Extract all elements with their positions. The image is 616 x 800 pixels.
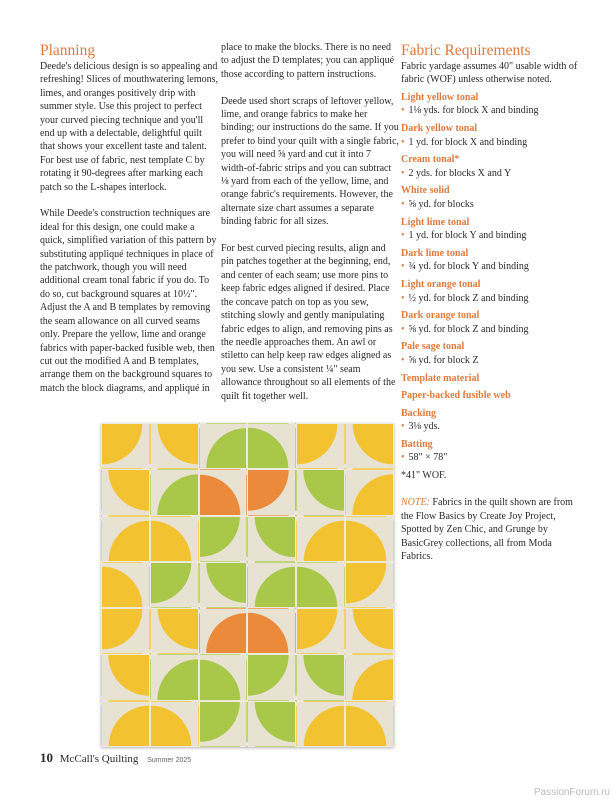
quilt-block (101, 562, 150, 608)
planning-paragraph: For best curved piecing results, align and pin patches together at the beginning, end, and center of each seam; use more pins to keep fabric edges aligned if desired. Place the concave patch on top as you sew, stitching slowly and gently manipulating fabric edges to align, and removing pins as the needle approaches them. An awl or stiletto can help keep raw edges aligned as you sew. Use a consistent ¼" seam allowance throughout so all elements of the quilt fit together well. (221, 243, 396, 402)
fabric-name: Backing (401, 407, 437, 419)
quilt-block (101, 608, 150, 654)
note-label: NOTE: (401, 497, 430, 509)
page-number: 10 (40, 750, 53, 765)
fabric-detail-text: ⅝ yd. for blocks (408, 198, 474, 210)
quilt-block (247, 608, 296, 654)
bullet-icon: • (401, 323, 405, 335)
fabric-name: Dark lime tonal (401, 247, 469, 259)
fabric-intro: Fabric yardage assumes 40" usable width of fabric (WOF) unless otherwise noted. (401, 61, 578, 86)
planning-paragraph: Deede's delicious design is so appealing and refreshing! Slices of mouthwatering lemons, limes, and oranges positively drip with summer style. Use this project to perfect your curved piecing technique and you'll end up with a delectable, delightful quilt that shows your excellent taste and talent. For best use of fabric, nest template C by rotating it 90-degrees after marking each patch so the L-shapes interlock. (40, 61, 219, 193)
fabric-note (401, 496, 583, 563)
quilt-block (247, 654, 296, 700)
fabric-requirements-heading: Fabric Requirements (401, 42, 531, 59)
fabric-detail (401, 198, 583, 212)
fabric-detail (401, 260, 583, 274)
fabric-detail (401, 354, 583, 368)
bullet-icon: • (401, 354, 405, 366)
quilt-block (345, 701, 394, 747)
quilt-block (101, 516, 150, 562)
fabric-name: Light orange tonal (401, 278, 481, 290)
bullet-icon: • (401, 167, 405, 179)
fabric-name: Pale sage tonal (401, 341, 465, 353)
quilt-block (101, 701, 150, 747)
quilt-block (247, 423, 296, 469)
fabric-detail-text: ½ yd. for block Z and binding (408, 292, 529, 304)
quilt-block (101, 469, 150, 515)
fabric-footnote: *41" WOF. (401, 470, 447, 482)
planning-heading: Planning (40, 42, 96, 59)
planning-section (40, 41, 399, 403)
fabric-detail-text: ⅝ yd. for block Z (408, 354, 479, 366)
quilt-block (101, 654, 150, 700)
bullet-icon: • (401, 292, 405, 304)
fabric-detail-text: 1 yd. for block X and binding (408, 136, 528, 148)
note-text: Fabrics in the quilt shown are from the Flow Basics by Create Joy Project, Spotted by Zen Chic, and Grunge by BasicGrey collections, all from Moda Fabrics. (401, 497, 573, 563)
bullet-icon: • (401, 198, 405, 210)
quilt-block (296, 562, 345, 608)
fabric-detail-text: 1 yd. for block Y and binding (408, 230, 527, 242)
quilt-block (345, 469, 394, 515)
fabric-detail-text: 1⅛ yds. for block X and binding (408, 105, 539, 117)
quilt-block (199, 516, 248, 562)
magazine-name: McCall's Quilting (59, 753, 139, 765)
quilt-block (345, 423, 394, 469)
fabric-detail (401, 136, 583, 150)
quilt-block (296, 469, 345, 515)
quilt-block (199, 654, 248, 700)
fabric-name: White solid (401, 185, 450, 197)
fabric-detail (401, 167, 583, 181)
quilt-block (150, 701, 199, 747)
quilt-block (199, 608, 248, 654)
issue-date: Summer 2025 (147, 757, 192, 764)
bullet-icon: • (401, 452, 405, 464)
bullet-icon: • (401, 230, 405, 242)
fabric-name: Light lime tonal (401, 216, 470, 228)
quilt-block (345, 562, 394, 608)
bullet-icon: • (401, 261, 405, 273)
fabric-detail-text: 3⅛ yds. (408, 421, 440, 433)
bullet-icon: • (401, 421, 405, 433)
quilt-block (150, 469, 199, 515)
quilt-photo (101, 423, 394, 747)
fabric-detail-text: 58" × 78" (408, 452, 448, 464)
quilt-block (247, 701, 296, 747)
quilt-block (345, 608, 394, 654)
fabric-name: Cream tonal* (401, 154, 460, 166)
quilt-block (199, 562, 248, 608)
fabric-requirements (401, 41, 583, 577)
quilt-block (296, 516, 345, 562)
watermark: PassionForum.ru (533, 787, 610, 798)
quilt-block (150, 654, 199, 700)
fabric-detail-text: 2 yds. for blocks X and Y (408, 167, 512, 179)
fabric-name: Batting (401, 438, 433, 450)
quilt-block (247, 562, 296, 608)
fabric-detail (401, 451, 583, 465)
quilt-block (296, 701, 345, 747)
quilt-block (345, 516, 394, 562)
quilt-block (150, 608, 199, 654)
quilt-block (296, 608, 345, 654)
fabric-detail (401, 104, 583, 118)
bullet-icon: • (401, 105, 405, 117)
quilt-block (199, 423, 248, 469)
bullet-icon: • (401, 136, 405, 148)
fabric-detail (401, 292, 583, 306)
fabric-detail-text: ⅝ yd. for block Z and binding (408, 323, 529, 335)
quilt-block (296, 654, 345, 700)
fabric-detail-text: ¾ yd. for block Y and binding (408, 261, 529, 273)
fabric-name: Dark yellow tonal (401, 123, 478, 134)
quilt-block (150, 423, 199, 469)
quilt-block (296, 423, 345, 469)
fabric-name: Light yellow tonal (401, 91, 479, 103)
quilt-block (150, 562, 199, 608)
quilt-block (345, 654, 394, 700)
quilt-block (150, 516, 199, 562)
fabric-name: Paper-backed fusible web (401, 390, 511, 402)
fabric-name: Dark orange tonal (401, 310, 480, 322)
quilt-block (199, 469, 248, 515)
fabric-detail (401, 229, 583, 243)
fabric-name: Template material (401, 372, 480, 384)
fabric-detail (401, 323, 583, 337)
quilt-block (101, 423, 150, 469)
planning-paragraph: Deede used short scraps of leftover yellow, lime, and orange fabrics to make her binding; our instructions do the same. If you prefer to bind your quilt with a single fabric, you will need ⅝ yard and cut it into 7 width-of-fabric strips and you can subtract ⅛ yard from each of the yellow, lime, and orange fabric's requirements. However, the alternate size chart assumes a separate binding fabric for all sizes. (221, 95, 400, 228)
page-footer (40, 750, 191, 766)
fabric-list (401, 91, 583, 465)
quilt-block (199, 701, 248, 747)
quilt-block (247, 469, 296, 515)
quilt-block (247, 516, 296, 562)
planning-paragraph: While Deede's construction techniques are ideal for this design, one could make a quick, simplified variation of this pattern by substituting appliqué techniques in place of the patchwork, though you will need additional cream tonal fabric if you do. To do so, cut background squares at 10½". Adjust the A and B templates by removing the seam allowance on all curved seams only. Prepare the yellow, lime and orange fabrics with paper-backed fusible web, then cut out the modified A and B templates, arrange them on the background squares to match the block diagrams, and appliqué in place to make the blocks. There is no need to adjust the D templates; you can appliqué those according to pattern instructions. (40, 42, 395, 394)
fabric-detail (401, 420, 583, 434)
